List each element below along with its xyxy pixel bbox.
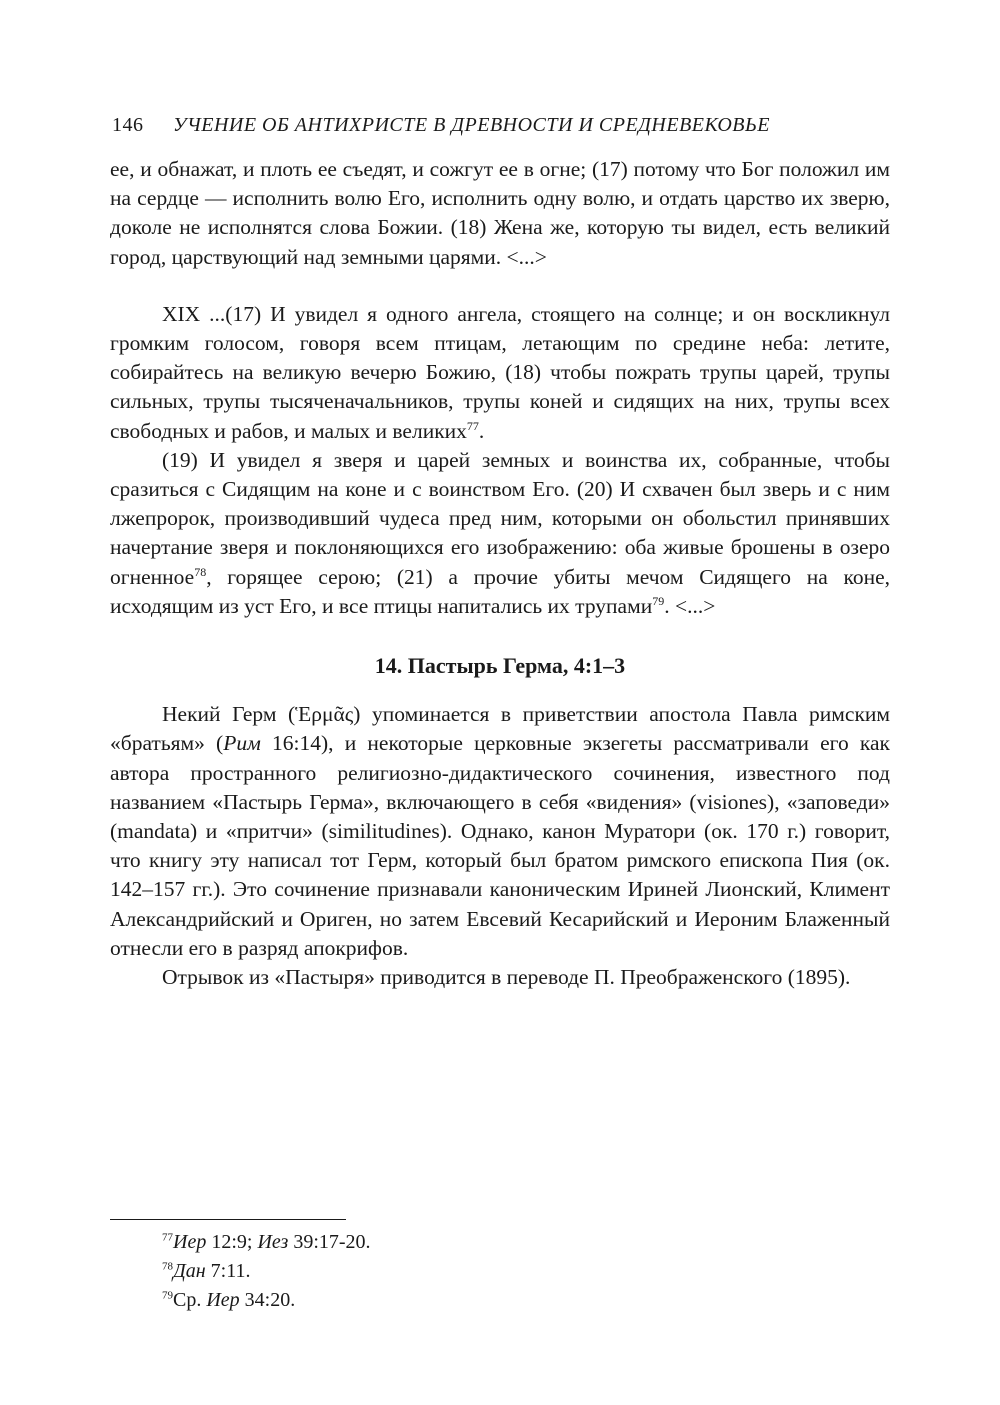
running-title: УЧЕНИЕ ОБ АНТИХРИСТЕ В ДРЕВНОСТИ И СРЕДНЕВЕКОВЬЕ bbox=[173, 114, 771, 136]
footnote-text: 39:17-20. bbox=[288, 1231, 371, 1253]
paragraph-revelation-19-a bbox=[110, 300, 890, 446]
scripture-ref: Рим bbox=[223, 731, 261, 756]
running-header bbox=[112, 114, 892, 137]
paragraph-translation-note: Отрывок из «Пастыря» приводится в переводе П. Преображенского (1895). bbox=[162, 965, 851, 990]
paragraph-revelation-17: ее, и обнажат, и плоть ее съедят, и сожгут ее в огне; (17) потому что Бог положил им на сердце — исполнить волю Его, исполнить одну волю, и отдать царство их зверю, доколе не исполнятся слова Божии. (18) Жена же, которую ты видел, есть великий город, царствующий над земными царями. <...> bbox=[110, 157, 890, 269]
paragraph-text: Некий Герм (Ἑρμᾶς) упоминается в приветствии апостола Павла римским «братьям» ( bbox=[110, 702, 890, 756]
footnote-ref-79[interactable]: 79 bbox=[652, 593, 665, 608]
paragraph-text: (19) И увидел я зверя и царей земных и воинства их, собранные, чтобы сразиться с Сидящим на коне и с воинством Его. (20) И схвачен был зверь и с ним лжепророк, производивший чудеса пред ним, которыми он обольстил принявших начертание зверя и поклоняющихся его изображению: оба живые брошены в озеро огненное bbox=[110, 447, 890, 589]
footnote-number: 79 bbox=[162, 1289, 173, 1302]
scripture-ref: Дан bbox=[173, 1260, 206, 1282]
footnotes bbox=[162, 1228, 371, 1315]
page-number: 146 bbox=[112, 114, 144, 136]
footnote-78 bbox=[162, 1257, 371, 1286]
footnote-79 bbox=[162, 1286, 371, 1315]
scripture-ref: Иез bbox=[257, 1231, 289, 1253]
paragraph-text: XIX ...(17) И увидел я одного ангела, стоящего на солнце; и он воскликнул громким голосом, говоря всем птицам, летающим по средине неба: летите, собирайтесь на великую вечерю Божию, (18) чтобы пожрать трупы царей, трупы сильных, трупы тысяченачальников, трупы коней и сидящих на них, трупы всех свободных и рабов, и малых и великих bbox=[110, 301, 890, 443]
footnote-text: 7:11. bbox=[205, 1260, 251, 1282]
scripture-ref: Иер bbox=[173, 1231, 207, 1253]
paragraph-text: , горящее серою; (21) а прочие убиты мечом Сидящего на коне, исходящим из уст Его, и все птицы напитались их трупами bbox=[110, 564, 890, 618]
footnote-text: 12:9; bbox=[206, 1231, 258, 1253]
main-text bbox=[110, 155, 890, 992]
paragraph-hermas-intro bbox=[110, 700, 890, 963]
section-heading: 14. Пастырь Герма, 4:1–3 bbox=[374, 653, 626, 679]
footnote-text: Ср. bbox=[173, 1289, 207, 1311]
footnote-number: 77 bbox=[162, 1231, 173, 1244]
paragraph-text: 16:14), и некоторые церковные экзегеты рассматривали его как автора пространного религиозно-дидактического сочинения, известного под названием «Пастырь Герма», включающего в себя «видения» (visiones), «заповеди» (mandata) и «притчи» (similitudines). Однако, канон Муратори (ок. 170 г.) говорит, что книгу эту написал тот Герм, который был братом римского епископа Пия (ок. 142–157 гг.). Это сочинение признавали каноническим Ириней Лионский, Климент Александрийский и Ориген, но затем Евсевий Кесарийский и Иероним Блаженный отнесли его в разряд апокрифов. bbox=[110, 731, 891, 960]
footnote-text: 34:20. bbox=[239, 1289, 296, 1311]
paragraph-end: . <...> bbox=[664, 593, 716, 618]
paragraph-end: . bbox=[478, 418, 485, 443]
footnote-divider bbox=[110, 1219, 346, 1220]
footnote-ref-77[interactable]: 77 bbox=[466, 418, 479, 433]
paragraph-gap bbox=[110, 272, 890, 300]
footnote-ref-78[interactable]: 78 bbox=[194, 564, 207, 579]
footnote-number: 78 bbox=[162, 1260, 173, 1273]
footnote-77 bbox=[162, 1228, 371, 1257]
scripture-ref: Иер bbox=[206, 1289, 240, 1311]
paragraph-revelation-19-b bbox=[110, 446, 890, 621]
